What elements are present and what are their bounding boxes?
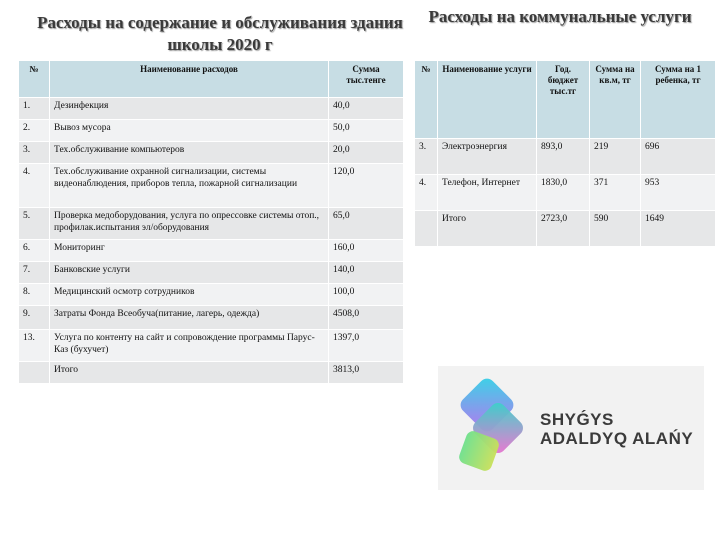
row-number: 7. bbox=[19, 262, 50, 284]
table-header-row bbox=[415, 61, 716, 139]
row-per-child: 1649 bbox=[641, 211, 716, 247]
row-number bbox=[415, 211, 438, 247]
header-per-sqm: Сумма на кв.м, тг bbox=[590, 61, 641, 139]
row-number: 13. bbox=[19, 330, 50, 362]
row-name: Проверка медоборудования, услуга по опрессовке системы отоп., профилак.испытания эл/оборудования bbox=[50, 208, 329, 240]
row-budget: 2723,0 bbox=[537, 211, 590, 247]
row-name: Затраты Фонда Всеобуча(питание, лагерь, одежда) bbox=[50, 306, 329, 330]
header-service-name: Наименование услуги bbox=[438, 61, 537, 139]
row-name: Мониторинг bbox=[50, 240, 329, 262]
row-name: Тех.обслуживание компьютеров bbox=[50, 142, 329, 164]
row-budget: 1830,0 bbox=[537, 175, 590, 211]
row-amount: 20,0 bbox=[329, 142, 404, 164]
header-annual-budget: Год. бюджет тыс.тг bbox=[537, 61, 590, 139]
row-name: Услуга по контенту на сайт и сопровождение программы Парус-Каз (бухучет) bbox=[50, 330, 329, 362]
table-row bbox=[19, 164, 404, 208]
school-expenses-table bbox=[18, 60, 404, 384]
table-row-total bbox=[19, 362, 404, 384]
header-amount: Сумма тыс.тенге bbox=[329, 61, 404, 98]
table-row bbox=[19, 240, 404, 262]
table-row bbox=[19, 120, 404, 142]
logo-line-1: SHYǴYS bbox=[540, 410, 614, 429]
title-utility-expenses: Расходы на коммунальные услуги bbox=[428, 7, 692, 26]
row-name: Электроэнергия bbox=[438, 139, 537, 175]
table-row bbox=[415, 175, 716, 211]
row-amount: 100,0 bbox=[329, 284, 404, 306]
row-number: 3. bbox=[19, 142, 50, 164]
row-number: 2. bbox=[19, 120, 50, 142]
row-per-child: 953 bbox=[641, 175, 716, 211]
row-number: 1. bbox=[19, 98, 50, 120]
row-number bbox=[19, 362, 50, 384]
row-amount: 40,0 bbox=[329, 98, 404, 120]
utility-expenses-table bbox=[414, 60, 716, 247]
logo-mark-icon bbox=[444, 374, 544, 484]
logo-line-2: ADALDYQ ALAŃY bbox=[540, 429, 694, 448]
row-number: 6. bbox=[19, 240, 50, 262]
row-per-child: 696 bbox=[641, 139, 716, 175]
title-school-expenses: Расходы на содержание и обслуживания здания школы 2020 г bbox=[37, 13, 403, 54]
row-name: Вывоз мусора bbox=[50, 120, 329, 142]
row-amount: 3813,0 bbox=[329, 362, 404, 384]
row-budget: 893,0 bbox=[537, 139, 590, 175]
row-name: Итого bbox=[438, 211, 537, 247]
row-number: 8. bbox=[19, 284, 50, 306]
row-name: Медицинский осмотр сотрудников bbox=[50, 284, 329, 306]
row-number: 3. bbox=[415, 139, 438, 175]
row-number: 4. bbox=[415, 175, 438, 211]
header-number: № bbox=[19, 61, 50, 98]
row-amount: 1397,0 bbox=[329, 330, 404, 362]
row-amount: 4508,0 bbox=[329, 306, 404, 330]
row-number: 5. bbox=[19, 208, 50, 240]
row-amount: 160,0 bbox=[329, 240, 404, 262]
table-row bbox=[19, 98, 404, 120]
logo-panel bbox=[438, 366, 704, 490]
header-expense-name: Наименование расходов bbox=[50, 61, 329, 98]
row-name: Телефон, Интернет bbox=[438, 175, 537, 211]
table-row bbox=[19, 262, 404, 284]
table-row bbox=[19, 284, 404, 306]
table-row bbox=[19, 208, 404, 240]
table-row-total bbox=[415, 211, 716, 247]
row-amount: 140,0 bbox=[329, 262, 404, 284]
row-name: Тех.обслуживание охранной сигнализации, системы видеонаблюдения, приборов тепла, пожарной сигнализации bbox=[50, 164, 329, 208]
table-header-row bbox=[19, 61, 404, 98]
table-row bbox=[19, 330, 404, 362]
row-amount: 120,0 bbox=[329, 164, 404, 208]
logo-wordmark bbox=[540, 410, 693, 448]
row-number: 9. bbox=[19, 306, 50, 330]
table-row bbox=[19, 306, 404, 330]
row-per-sqm: 371 bbox=[590, 175, 641, 211]
row-name: Банковские услуги bbox=[50, 262, 329, 284]
row-number: 4. bbox=[19, 164, 50, 208]
row-amount: 65,0 bbox=[329, 208, 404, 240]
table-row bbox=[415, 139, 716, 175]
table-row bbox=[19, 142, 404, 164]
row-amount: 50,0 bbox=[329, 120, 404, 142]
row-name: Итого bbox=[50, 362, 329, 384]
row-per-sqm: 590 bbox=[590, 211, 641, 247]
row-per-sqm: 219 bbox=[590, 139, 641, 175]
header-number: № bbox=[415, 61, 438, 139]
header-per-child: Сумма на 1 ребенка, тг bbox=[641, 61, 716, 139]
row-name: Дезинфекция bbox=[50, 98, 329, 120]
